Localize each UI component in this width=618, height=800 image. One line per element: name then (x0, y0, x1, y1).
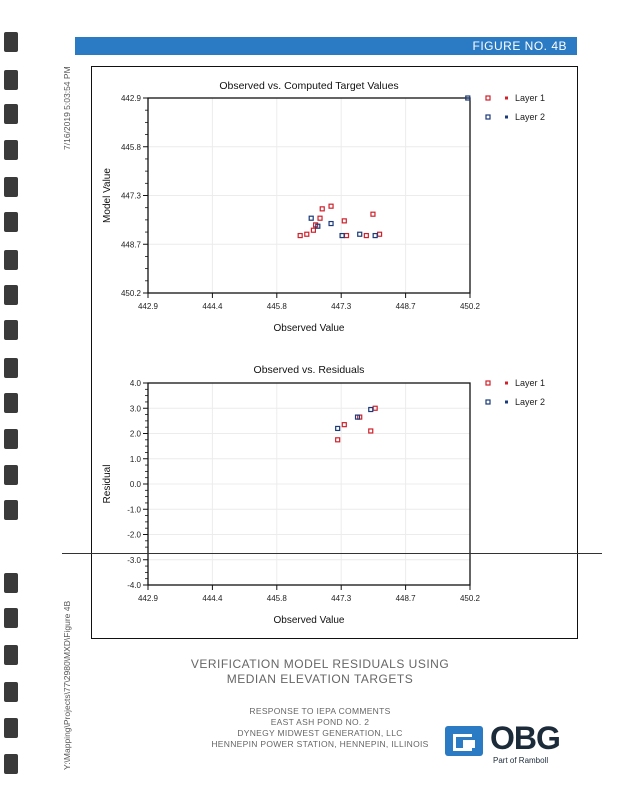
y-tick-label: 3.0 (129, 404, 141, 414)
data-point-layer-1 (342, 423, 346, 427)
legend-label: Layer 1 (515, 93, 546, 103)
legend-label: Layer 2 (515, 112, 546, 122)
data-point-layer-2 (340, 234, 344, 238)
data-point-layer-1 (329, 204, 333, 208)
data-point-layer-1 (318, 216, 322, 220)
x-tick-label: 444.4 (202, 594, 223, 603)
y-tick-label: -1.0 (127, 505, 141, 515)
y-axis-label: Residual (102, 464, 113, 504)
subtitle-line: EAST ASH POND NO. 2 (270, 717, 370, 727)
obg-logo-icon (445, 726, 483, 756)
x-axis-label: Observed Value (273, 323, 345, 334)
data-point-layer-1 (371, 212, 375, 216)
subtitle-line: DYNEGY MIDWEST GENERATION, LLC (237, 728, 403, 738)
x-tick-label: 448.7 (395, 302, 416, 311)
y-tick-label: 2.0 (129, 429, 141, 439)
y-tick-label: 445.8 (120, 142, 141, 152)
chart-title: Observed vs. Computed Target Values (219, 80, 399, 92)
y-tick-label: 448.7 (120, 240, 141, 250)
subtitle-line: RESPONSE TO IEPA COMMENTS (249, 706, 391, 716)
y-tick-label: 447.3 (120, 191, 141, 201)
logo-wordmark: OBG (490, 720, 560, 756)
y-tick-label: 4.0 (129, 379, 141, 388)
subtitle-line: HENNEPIN POWER STATION, HENNEPIN, ILLINOIS (211, 739, 429, 749)
x-tick-label: 448.7 (395, 594, 416, 603)
x-tick-label: 442.9 (137, 594, 159, 603)
legend-marker (505, 97, 508, 100)
x-axis-label: Observed Value (273, 615, 345, 626)
legend-marker (486, 96, 490, 100)
data-point-layer-1 (378, 232, 382, 236)
x-tick-label: 445.8 (266, 594, 287, 603)
x-tick-label: 445.8 (266, 302, 287, 311)
x-tick-label: 447.3 (331, 594, 352, 603)
data-point-layer-1 (298, 234, 302, 238)
data-point-layer-2 (336, 426, 340, 430)
legend-marker (486, 381, 490, 385)
legend-marker (486, 400, 490, 404)
file-path-label: Y:\Mapping\Projects\77\2980\MXD\Figure 4B (62, 600, 72, 770)
data-point-layer-2 (329, 222, 333, 226)
y-tick-label: -3.0 (127, 555, 141, 565)
data-point-layer-1 (305, 232, 309, 236)
x-tick-label: 444.4 (202, 302, 223, 311)
y-tick-label: -2.0 (127, 530, 141, 540)
figure-number: FIGURE NO. 4B (472, 39, 567, 53)
legend-marker (486, 115, 490, 119)
legend-label: Layer 2 (515, 397, 546, 407)
x-tick-label: 442.9 (137, 302, 159, 311)
figure-title-line: MEDIAN ELEVATION TARGETS (226, 672, 414, 686)
data-point-layer-1 (364, 234, 368, 238)
data-point-layer-2 (309, 216, 313, 220)
figure-title (130, 657, 510, 687)
legend-marker (505, 382, 508, 385)
chart-title: Observed vs. Residuals (253, 364, 365, 376)
x-tick-label: 450.2 (459, 594, 481, 603)
logo-tagline: Part of Ramboll (493, 756, 549, 765)
data-point-layer-2 (373, 234, 377, 238)
timestamp-label: 7/16/2019 5:03:54 PM (62, 66, 72, 150)
data-point-layer-1 (311, 228, 315, 232)
y-axis-label: Model Value (102, 168, 113, 223)
figure-title-line: VERIFICATION MODEL RESIDUALS USING (190, 657, 450, 671)
data-point-layer-1 (344, 234, 348, 238)
y-tick-label: 1.0 (129, 454, 141, 464)
y-tick-label: 450.2 (120, 289, 141, 298)
data-point-layer-1 (342, 219, 346, 223)
x-tick-label: 447.3 (331, 302, 352, 311)
crop-line (62, 553, 602, 554)
data-point-layer-2 (358, 232, 362, 236)
data-point-layer-1 (320, 207, 324, 211)
legend-marker (505, 401, 508, 404)
legend-marker (505, 116, 508, 119)
legend-label: Layer 1 (515, 378, 546, 388)
data-point-layer-1 (369, 429, 373, 433)
y-tick-label: -4.0 (127, 581, 141, 590)
y-tick-label: 442.9 (120, 94, 141, 103)
data-point-layer-1 (336, 438, 340, 442)
y-tick-label: 0.0 (129, 480, 141, 489)
x-tick-label: 450.2 (459, 302, 481, 311)
